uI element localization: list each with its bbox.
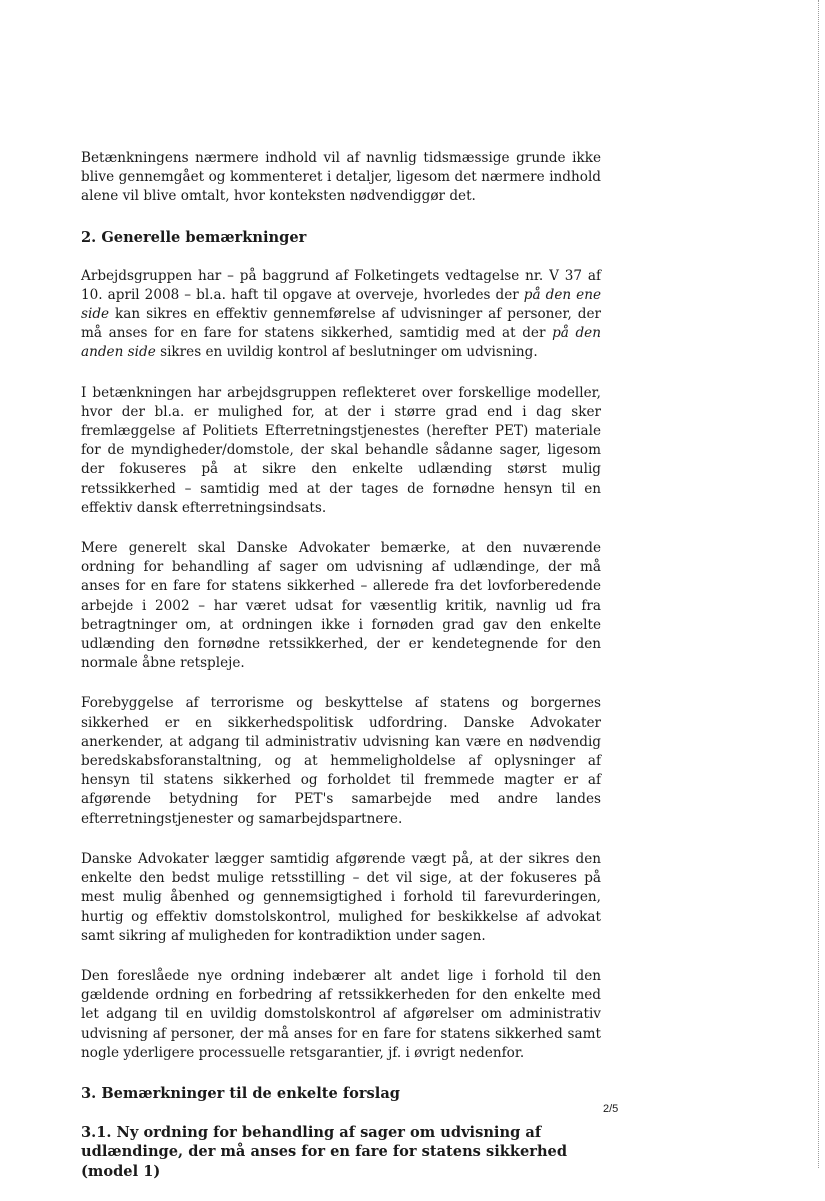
section-3-1-heading: 3.1. Ny ordning for behandling af sager om udvisning af udlændinge, der må anses for en fare for statens sikkerhed (model 1): [81, 1123, 568, 1180]
emphasis-text: på den anden side: [81, 325, 601, 361]
text-run: Arbejdsgruppen har – på baggrund af Folketingets vedtagelse nr. V 37 af 10. april 2008 – bl.a. haft til opgave at overveje, hvorledes der: [81, 267, 601, 303]
text-run: sikres en uvildig kontrol af beslutninger om udvisning.: [155, 344, 538, 361]
document-body: [81, 149, 601, 1201]
section-2-paragraph-5: Danske Advokater lægger samtidig afgørende vægt på, at der sikres den enkelte den bedst mulige retsstilling – det vil sige, at der fokuseres på mest mulig åbenhed og gennemsigtighed i forhold til farevurderingen, hurtig og effektiv domstolskontrol, mulighed for beskikkelse af advokat samt sikring af muligheden for kontradiktion under sagen.: [81, 850, 601, 944]
section-2-paragraph-6: Den foreslåede nye ordning indebærer alt andet lige i forhold til den gældende ordning en forbedring af retssikkerheden for den enkelte med let adgang til en uvildig domstolskontrol af afgørelser om administrativ udvisning af personer, der må anses for en fare for statens sikkerhed samt nogle yderligere processuelle retsgarantier, jf. i øvrigt nedenfor.: [81, 967, 601, 1061]
section-2-paragraph-4: Forebyggelse af terrorisme og beskyttelse af statens og borgernes sikkerhed er en sikkerhedspolitisk udfordring. Danske Advokater anerkender, at adgang til administrativ udvisning kan være en nødvendig beredskabsforanstaltning, og at hemmeligholdelse af oplysninger af hensyn til statens sikkerhed og forholdet til fremmede magter er af afgørende betydning for PET's samarbejde med andre landes efterretningstjenester og samarbejdspartnere.: [81, 695, 601, 827]
section-3-heading: 3. Bemærkninger til de enkelte forslag: [81, 1084, 400, 1102]
page-edge-line: [818, 0, 819, 1168]
section-2-paragraph-3: Mere generelt skal Danske Advokater bemærke, at den nuværende ordning for behandling af sager om udvisning af udlændinge, der må anses for en fare for statens sikkerhed – allerede fra det lovforberedende arbejde i 2002 – har været udsat for væsentlig kritik, navnlig ud fra betragtninger om, at ordningen ikke i fornøden grad gav den enkelte udlænding den fornødne retssikkerhed, der er kendetegnende for den normale åbne retspleje.: [81, 540, 601, 672]
intro-paragraph: Betænkningens nærmere indhold vil af navnlig tidsmæssige grunde ikke blive gennemgået og kommenteret i detaljer, ligesom det nærmere indhold alene vil blive omtalt, hvor konteksten nødvendiggør det.: [81, 150, 601, 205]
page-number: 2/5: [603, 1103, 619, 1115]
text-run: kan sikres en effektiv gennemførelse af udvisninger af personer, der må anses for en fare for statens sikkerhed, samtidig med at der: [81, 306, 601, 342]
section-2-paragraph-1: [81, 267, 601, 363]
emphasis-text: på den ene side: [81, 286, 601, 323]
section-2-paragraph-2: I betænkningen har arbejdsgruppen reflekteret over forskellige modeller, hvor der bl.a. er mulighed for, at der i større grad end i dag sker fremlæggelse af Politiets Efterretningstjenestes (herefter PET) materiale for de myndigheder/domstole, der skal behandle sådanne sager, ligesom der fokuseres på at sikre den enkelte udlænding størst mulig retssikkerhed – samtidig med at der tages de fornødne hensyn til en effektiv dansk efterretningsindsats.: [81, 384, 601, 516]
section-2-heading: 2. Generelle bemærkninger: [81, 228, 307, 246]
